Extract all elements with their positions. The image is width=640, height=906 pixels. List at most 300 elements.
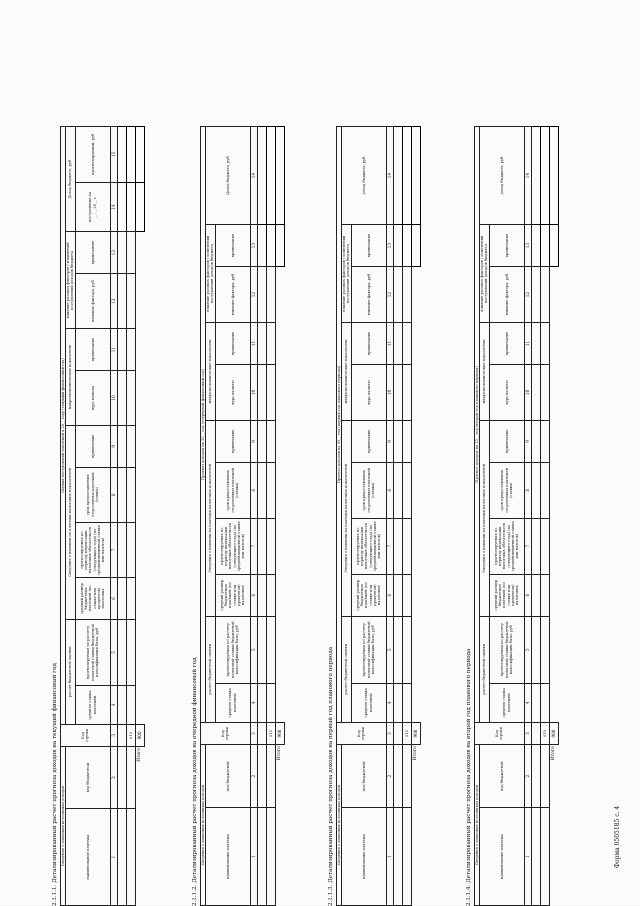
table-cell [117,724,126,746]
column-number: 14 [250,127,257,225]
table-cell [393,808,402,906]
column-number: 9 [524,420,531,462]
table-cell [266,127,275,225]
column-number: 11 [524,323,531,365]
table-cell [135,182,144,232]
table-cell [257,364,266,420]
table-cell [257,808,266,906]
table-cell [411,225,420,267]
table-cell [126,619,135,685]
table-cell [393,518,402,574]
header-leaf: срок предоставления отсроченных платежей (ставка) [215,462,250,518]
column-number: 2 [110,746,117,808]
table-cell [135,370,144,425]
header-leaf: прогнозируемая по расчету налоговой ставки бюджетной классификации базы, руб [489,616,524,683]
table-row [531,127,540,906]
table-cell [411,323,420,365]
column-number: 9 [386,420,393,462]
header-leaf: прогнозируемая по расчету налоговой ставки бюджетной классификации базы, руб [215,616,250,683]
table-cell [549,364,558,420]
column-number: 2 [386,745,393,808]
total-code: 900 [135,724,144,746]
table-cell [411,267,420,323]
table-cell [257,323,266,365]
table-cell [257,267,266,323]
header-leaf: поступления на __.__.20__ г. [75,182,110,232]
table-cell [275,616,284,683]
table-cell [135,232,144,273]
header-name: наименование платежа [480,808,524,906]
table-cell [402,267,411,323]
column-number: 13 [386,225,393,267]
column-number: 10 [110,370,117,425]
table-cell [393,127,402,225]
table-cell [257,462,266,518]
table-cell [540,225,549,267]
header-period: Оценка поступлений платежей в 20__ году (текущий финансовый год) [61,127,66,725]
table-cell: 010 [402,722,411,744]
header-factors: влияние разовых факторов / изменений поступлений доходов бюджета [342,225,351,323]
table-cell [393,683,402,722]
table-cell [531,267,540,323]
table-cell [135,467,144,522]
table-cell [126,182,135,232]
table-cell [117,578,126,619]
column-number: 10 [386,364,393,420]
header-leaf: срок предоставления отсроченных платежей (ставка) [489,462,524,518]
table-cell [266,420,275,462]
table-cell [117,809,126,906]
header-leaf: примечание [489,420,524,462]
table-cell [411,683,420,722]
table-cell [411,518,420,574]
header-row-code: Код строки [201,722,251,744]
table-cell [135,329,144,370]
table-cell [411,420,420,462]
table-cell [531,518,540,574]
table-cell [540,323,549,365]
total-row [275,127,284,906]
table-cell [257,518,266,574]
table-cell [402,127,411,225]
table-cell [126,809,135,906]
table-section [327,126,421,906]
table-row [266,127,275,906]
header-nonmacro: Сведения о влиянии на платежи налоговых показателей [342,420,351,616]
header-factors: влияние разовых факторов / изменений поступлений доходов бюджета [206,225,215,323]
column-number: 13 [250,225,257,267]
header-base: расчет бюджетной оценки [66,619,75,724]
table-cell [540,420,549,462]
header-leaf: влияние фактора, руб [215,267,250,323]
column-number: 3 [250,722,257,744]
table-cell [531,225,540,267]
header-income: доход бюджета, руб [342,127,386,225]
column-number: 5 [386,616,393,683]
total-row [411,127,420,906]
column-number: 1 [110,809,117,906]
table-cell [275,323,284,365]
header-macro: макроэкономические показатели [480,323,489,421]
table-cell [540,616,549,683]
table-cell [117,329,126,370]
table-cell [393,420,402,462]
table-cell [275,683,284,722]
header-leaf: примечание [75,232,110,273]
table-cell [126,127,135,183]
table-cell [135,127,144,183]
column-number: 6 [386,574,393,616]
table-cell [135,522,144,577]
table-cell [393,745,402,808]
table-cell [402,420,411,462]
header-leaf: курс валюты [489,364,524,420]
header-leaf: влияние фактора, руб [489,267,524,323]
column-number: 1 [386,808,393,906]
total-code: 900 [549,722,558,744]
forecast-table [336,126,421,906]
table-cell [393,364,402,420]
table-cell [549,462,558,518]
header-leaf: влияние фактора, руб [351,267,386,323]
header-sources: Сведения о плановых источниках доходов [201,745,206,906]
table-cell [135,426,144,467]
header-leaf: курс валюты [351,364,386,420]
header-leaf: средняя ставка платежей [351,683,386,722]
table-cell [402,683,411,722]
header-leaf: примечание [489,225,524,267]
table-cell [126,232,135,273]
header-macro: макроэкономические показатели [66,329,75,426]
column-number: 8 [250,462,257,518]
table-cell [117,522,126,577]
header-name: наименование платежа [342,808,386,906]
header-row-code: Код строки [61,724,111,746]
forecast-table [200,126,285,906]
table-cell [266,745,275,808]
table-cell [411,462,420,518]
header-leaf: прогнозируемая по расчету налоговой ставки бюджетной классификации базы, руб [351,616,386,683]
table-row [540,127,549,906]
table-cell [117,426,126,467]
table-cell [549,225,558,267]
table-cell [117,467,126,522]
table-cell [257,683,266,722]
table-cell [411,127,420,225]
table-cell [266,225,275,267]
column-number: 5 [250,616,257,683]
column-number: 12 [110,273,117,328]
header-leaf: срок предоставления отсроченных платежей (ставка) [75,467,110,522]
header-leaf: примечание [215,323,250,365]
column-number: 4 [386,683,393,722]
header-period: Прогноз доходов на 20__ год (второй год планового периода) [475,127,480,723]
header-nonmacro: Сведения о влиянии на платежи налоговых показателей [66,426,75,620]
table-cell [393,722,402,744]
column-number: 1 [524,808,531,906]
header-row-code: Код строки [337,722,387,744]
table-cell [402,225,411,267]
table-cell [135,273,144,328]
table-cell [402,616,411,683]
column-number: 3 [110,724,117,746]
header-leaf: курс валюты [75,370,110,425]
table-cell [117,686,126,725]
header-leaf: примечание [489,323,524,365]
column-number: 6 [250,574,257,616]
column-number: 13 [524,225,531,267]
table-cell [402,518,411,574]
header-leaf: прогнозируемая по периоду индексации налоговых обязательств (следующего года) (по средневзвешенной ставке или налогов) [75,522,110,577]
table-cell [117,370,126,425]
header-name: наименование платежа [66,809,110,906]
column-number: 2 [524,745,531,808]
table-cell [266,616,275,683]
column-number: 5 [110,619,117,685]
header-leaf: прогнозируемая по расчету налоговой ставки бюджетной классификации базы, руб [75,619,110,685]
table-cell: 010 [126,724,135,746]
column-number: 8 [110,467,117,522]
column-number: 10 [524,364,531,420]
table-cell [135,686,144,725]
header-sources: Сведения о плановых источниках доходов [61,746,66,905]
table-row [117,127,126,906]
table-cell [531,616,540,683]
section-title: 2.1.1.2. Детализированный расчет прогноза доходов на очередной финансовый год [192,657,198,906]
column-number: 10 [250,364,257,420]
header-leaf: прогнозируемый, руб [75,127,110,183]
column-number: 7 [524,518,531,574]
table-cell [117,127,126,183]
table-cell [531,420,540,462]
table-cell [531,722,540,744]
column-number: 5 [524,616,531,683]
total-code: 900 [411,722,420,744]
table-cell [540,518,549,574]
column-number: 9 [110,426,117,467]
forecast-table [60,126,145,906]
table-cell [411,364,420,420]
table-cell [549,616,558,683]
table-cell [266,364,275,420]
header-base: расчет бюджетной оценки [206,616,215,722]
table-cell [402,808,411,906]
header-leaf: примечание [75,426,110,467]
table-section [465,126,559,906]
table-cell [266,323,275,365]
table-cell [126,273,135,328]
table-cell [531,462,540,518]
table-cell [266,683,275,722]
table-cell [257,225,266,267]
table-cell [402,462,411,518]
table-cell: 010 [266,722,275,744]
header-leaf: курс валюты [215,364,250,420]
table-cell [540,745,549,808]
column-number: 11 [110,329,117,370]
table-cell [117,746,126,808]
table-cell [126,686,135,725]
table-cell [126,467,135,522]
column-number: 2 [250,745,257,808]
table-cell [393,462,402,518]
column-number: 7 [386,518,393,574]
table-row [257,127,266,906]
header-leaf: влияние фактора, руб [75,273,110,328]
table-cell [275,364,284,420]
total-label: Итого [136,747,142,762]
table-cell [275,127,284,225]
column-number: 11 [250,323,257,365]
header-bk-code: код бюджетной [206,745,250,808]
header-leaf: прогнозируемая по периоду индексации налоговых обязательств (следующего года) (по средневзвешенной ставке или налогов) [215,518,250,574]
table-cell [266,518,275,574]
column-number: 14 [524,127,531,225]
table-cell [275,462,284,518]
table-cell [275,574,284,616]
table-cell [266,462,275,518]
table-cell [126,746,135,808]
table-row [126,127,135,906]
table-cell [402,323,411,365]
table-cell [393,323,402,365]
column-number: 15 [110,127,117,183]
table-cell [275,225,284,267]
header-bk-code: код бюджетной [480,745,524,808]
table-cell [117,232,126,273]
header-macro: макроэкономические показатели [206,323,215,421]
column-number: 11 [386,323,393,365]
table-cell [126,370,135,425]
header-leaf: прогнозируемая по периоду индексации налоговых обязательств (следующего года) (по средневзвешенной ставке или налогов) [489,518,524,574]
total-label: Итого [276,746,282,761]
column-number: 4 [250,683,257,722]
section-title: 2.1.1.1. Детализированный расчет прогноза доходов на текущий финансовый год [52,663,58,906]
table-cell [126,329,135,370]
table-cell [549,267,558,323]
total-label: Итого [412,746,418,761]
table-cell [549,323,558,365]
table-cell [126,578,135,619]
column-number: 12 [524,267,531,323]
table-cell [540,574,549,616]
table-cell [540,808,549,906]
header-nonmacro: Сведения о влиянии на платежи налоговых показателей [206,420,215,616]
table-cell [549,683,558,722]
table-cell [531,364,540,420]
header-income: доход бюджета, руб [480,127,524,225]
table-cell [540,683,549,722]
table-cell [402,745,411,808]
table-cell [266,808,275,906]
table-cell [275,518,284,574]
table-cell [549,518,558,574]
table-cell [540,267,549,323]
header-leaf: примечание [75,329,110,370]
header-leaf: срок предоставления отсроченных платежей (ставка) [351,462,386,518]
table-cell [549,574,558,616]
header-leaf: средний размер бюджетных платежей (по ставке или процентов) налоговых [489,574,524,616]
header-leaf: прогнозируемая по периоду индексации налоговых обязательств (следующего года) (по средневзвешенной ставке или налогов) [351,518,386,574]
table-cell [126,426,135,467]
column-number: 6 [110,578,117,619]
header-income: Доход бюджета, руб [206,127,250,225]
table-cell [275,420,284,462]
column-number: 1 [250,808,257,906]
column-number: 4 [110,686,117,725]
column-number: 7 [250,518,257,574]
column-number: 4 [524,683,531,722]
header-base: расчет бюджетной оценки [342,616,351,722]
table-cell [126,522,135,577]
table-cell [549,420,558,462]
column-number: 14 [386,127,393,225]
table-cell [549,127,558,225]
header-leaf: средняя ставка платежей [489,683,524,722]
header-period: Прогноз доходов на 20__ год (первый год планового периода) [337,127,342,723]
table-cell [257,420,266,462]
table-cell [531,127,540,225]
table-cell [275,267,284,323]
header-bk-code: код бюджетной [66,746,110,808]
table-row [393,127,402,906]
header-name: наименование платежа [206,808,250,906]
header-period: Прогноз доходов на 20__ год (очередной финансовый год) [201,127,206,723]
form-code: Форма 0505185 с. 4 [614,805,621,868]
table-cell [393,616,402,683]
total-row [549,127,558,906]
table-cell [393,574,402,616]
header-bk-code: код бюджетной [342,745,386,808]
header-factors: влияние разовых факторов / изменений поступлений доходов бюджета [480,225,489,323]
header-row-code: Код строки [475,722,525,744]
header-leaf: примечание [351,420,386,462]
column-number: 8 [524,462,531,518]
table-cell [540,364,549,420]
header-factors: влияние разовых факторов / изменений поступлений доходов бюджета [66,232,75,329]
column-number: 3 [524,722,531,744]
table-cell [531,323,540,365]
column-number: 3 [386,722,393,744]
header-leaf: примечание [351,225,386,267]
header-macro: макроэкономические показатели [342,323,351,421]
column-number: 9 [250,420,257,462]
column-number: 8 [386,462,393,518]
header-sources: Сведения о плановых источниках доходов [475,745,480,906]
column-number: 12 [250,267,257,323]
table-section [51,126,145,906]
header-leaf: примечание [351,323,386,365]
total-row [135,127,144,906]
forecast-table [474,126,559,906]
table-cell: 010 [540,722,549,744]
table-cell [540,462,549,518]
header-leaf: средний размер бюджетных платежей (по ставке или процентов) налоговых [75,578,110,619]
table-cell [266,574,275,616]
column-number: 6 [524,574,531,616]
table-cell [257,574,266,616]
header-leaf: средний размер бюджетных платежей (по ставке или процентов) налоговых [215,574,250,616]
table-cell [117,619,126,685]
table-cell [135,578,144,619]
table-cell [411,574,420,616]
table-cell [117,182,126,232]
table-cell [402,574,411,616]
table-cell [540,127,549,225]
total-code: 900 [275,722,284,744]
table-cell [257,722,266,744]
table-cell [531,808,540,906]
